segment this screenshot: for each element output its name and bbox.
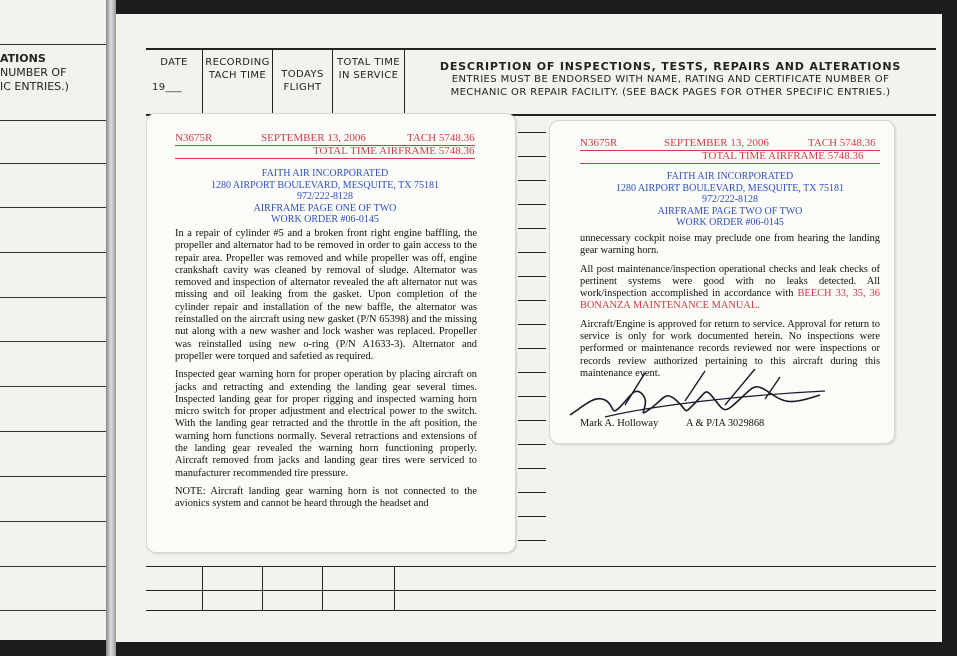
left-rule [0, 610, 112, 611]
shop-info [175, 168, 475, 226]
entry-body [580, 233, 880, 386]
shop-info [580, 171, 880, 229]
todays-flight-header: TODAYS FLIGHT [272, 50, 332, 114]
ruled-dash [518, 132, 546, 133]
ruled-dash [518, 252, 546, 253]
left-rule [0, 44, 112, 45]
description-header [404, 50, 936, 114]
ruled-dash [518, 180, 546, 181]
ruled-line [146, 566, 936, 567]
ruled-line [146, 590, 936, 591]
page-label: AIRFRAME PAGE TWO OF TWO [657, 205, 803, 217]
tail-number: N3675R [175, 132, 213, 144]
ruled-dash [518, 156, 546, 157]
mechanic-name: Mark A. Holloway [580, 418, 659, 429]
mechanic-signature [565, 365, 835, 429]
ruled-dash [518, 420, 546, 421]
left-rule [0, 521, 112, 522]
left-rule [0, 297, 112, 298]
ruled-dash [518, 396, 546, 397]
left-rule [0, 252, 112, 253]
page-label: AIRFRAME PAGE ONE OF TWO [253, 202, 397, 214]
entry-date: SEPTEMBER 13, 2006 [261, 132, 366, 144]
work-order: WORK ORDER #06-0145 [676, 217, 784, 228]
mechanic-certificate: A & P/IA 3029868 [686, 418, 765, 429]
left-header-line-1: ATIONS [0, 52, 46, 65]
entry-paragraph: unnecessary cockpit noise may preclude one from hearing the landing gear warning horn. [580, 233, 880, 257]
left-rule [0, 386, 112, 387]
left-header-line-3: IC ENTRIES.) [0, 80, 69, 93]
ruled-dash [518, 516, 546, 517]
entry-body [175, 228, 477, 517]
total-time-airframe: TOTAL TIME AIRFRAME 5748.36 [313, 145, 475, 157]
tail-number: N3675R [580, 137, 618, 149]
ruled-dash [518, 276, 546, 277]
tach-time: TACH 5748.36 [407, 132, 475, 144]
date-column-header [146, 50, 202, 114]
total-time-airframe: TOTAL TIME AIRFRAME 5748.36 [702, 150, 864, 162]
ruled-dash [518, 348, 546, 349]
left-rule [0, 566, 112, 567]
column-divider [322, 566, 323, 610]
left-header-line-2: NUMBER OF [0, 66, 67, 79]
ruled-dash [518, 204, 546, 205]
entry-date: SEPTEMBER 13, 2006 [664, 137, 769, 149]
company-name: FAITH AIR INCORPORATED [261, 168, 389, 179]
company-address: 1280 AIRPORT BOULEVARD, MESQUITE, TX 75181 [210, 179, 440, 191]
left-rule [0, 207, 112, 208]
left-page-header [0, 52, 112, 94]
description-line-2: ENTRIES MUST BE ENDORSED WITH NAME, RATING AND CERTIFICATE NUMBER OF [451, 74, 890, 85]
manual-reference: BEECH 33, 35, 36 BONANZA MAINTENANCE MANUAL. [580, 288, 880, 312]
work-order: WORK ORDER #06-0145 [271, 214, 379, 225]
date-year: 19___ [152, 82, 182, 93]
column-header [146, 48, 936, 116]
left-rule [0, 476, 112, 477]
ruled-dash [518, 492, 546, 493]
company-phone: 972/222-8128 [296, 191, 354, 202]
ruled-dash [518, 324, 546, 325]
date-label: DATE [160, 57, 188, 68]
entry-text: All post maintenance/inspection operational checks and leak checks of pertinent systems were good with no leaks detected. All work/inspection accomplished in accordance with [580, 263, 880, 300]
description-title: DESCRIPTION OF INSPECTIONS, TESTS, REPAIRS AND ALTERATIONS [439, 60, 902, 73]
column-divider [262, 566, 263, 610]
description-line-3: MECHANIC OR REPAIR FACILITY. (SEE BACK PAGES FOR OTHER SPECIFIC ENTRIES.) [450, 87, 891, 98]
book-binding [106, 0, 116, 656]
column-divider [394, 566, 395, 610]
company-name: FAITH AIR INCORPORATED [666, 171, 794, 182]
entry-paragraph [580, 264, 880, 313]
ruled-dash [518, 228, 546, 229]
tach-time: TACH 5748.36 [808, 137, 876, 149]
ruled-line [146, 610, 936, 611]
total-time-header: TOTAL TIME IN SERVICE [332, 50, 404, 114]
company-phone: 972/222-8128 [701, 194, 759, 205]
left-rule [0, 341, 112, 342]
entry-paragraph: Inspected gear warning horn for proper operation by placing aircraft on jacks and retracting and extending the landing gear several times. Inspected landing gear for proper rigging and inspected warning horn micro switch for proper adjustment and electrical power to the switch. With the landing gear retracted and the throttle in the aft position, the warning horn functions normally. Several retractions and extensions of the landing gear revealed the warning horn functioning properly. Aircraft removed from jacks and landing gear tires were serviced to manufacturer recommended tire pressure. [175, 369, 477, 479]
left-rule [0, 431, 112, 432]
ruled-dash [518, 468, 546, 469]
ruled-dash [518, 372, 546, 373]
left-rule [0, 120, 112, 121]
ruled-dash [518, 540, 546, 541]
ruled-dash [518, 300, 546, 301]
entry-paragraph: In a repair of cylinder #5 and a broken front right engine baffling, the propeller and alternator had to be removed in order to gain access to the repair area. Propeller was removed and while propeller was off, engine crankshaft cavity was cleaned by removal of sludge. Alternator was removed and inspection of alternator revealed the aft alternator nut was missing and oil leaking from the gasket. Upon completion of the cylinder repair and installation of the new baffle, the alternator was reinstalled on the aircraft using new gasket (P/N 65398) and the missing nut along with a new washer and lock washer was replaced. Propeller was reinstalled using new o-ring (P/N A1633-3). Alternator and propeller were torqued and safetied as required. [175, 228, 477, 362]
red-rule [580, 163, 880, 164]
left-page [0, 0, 114, 640]
recording-tach-header: RECORDING TACH TIME [202, 50, 272, 114]
entry-paragraph: NOTE: Aircraft landing gear warning horn is not connected to the avionics system and cannot be heard through the headset and [175, 485, 477, 510]
red-rule [175, 158, 475, 159]
ruled-dash [518, 444, 546, 445]
company-address: 1280 AIRPORT BOULEVARD, MESQUITE, TX 75181 [615, 182, 845, 194]
column-divider [202, 566, 203, 610]
maintenance-entry-page-1 [146, 113, 516, 553]
entry-paragraph: Aircraft/Engine is approved for return to service. Approval for return to service is only for work documented herein. No inspections were performed or maintenance records reviewed nor were inspections or records review authorized pertaining to this aircraft during this maintenance event. [580, 318, 880, 379]
left-rule [0, 163, 112, 164]
